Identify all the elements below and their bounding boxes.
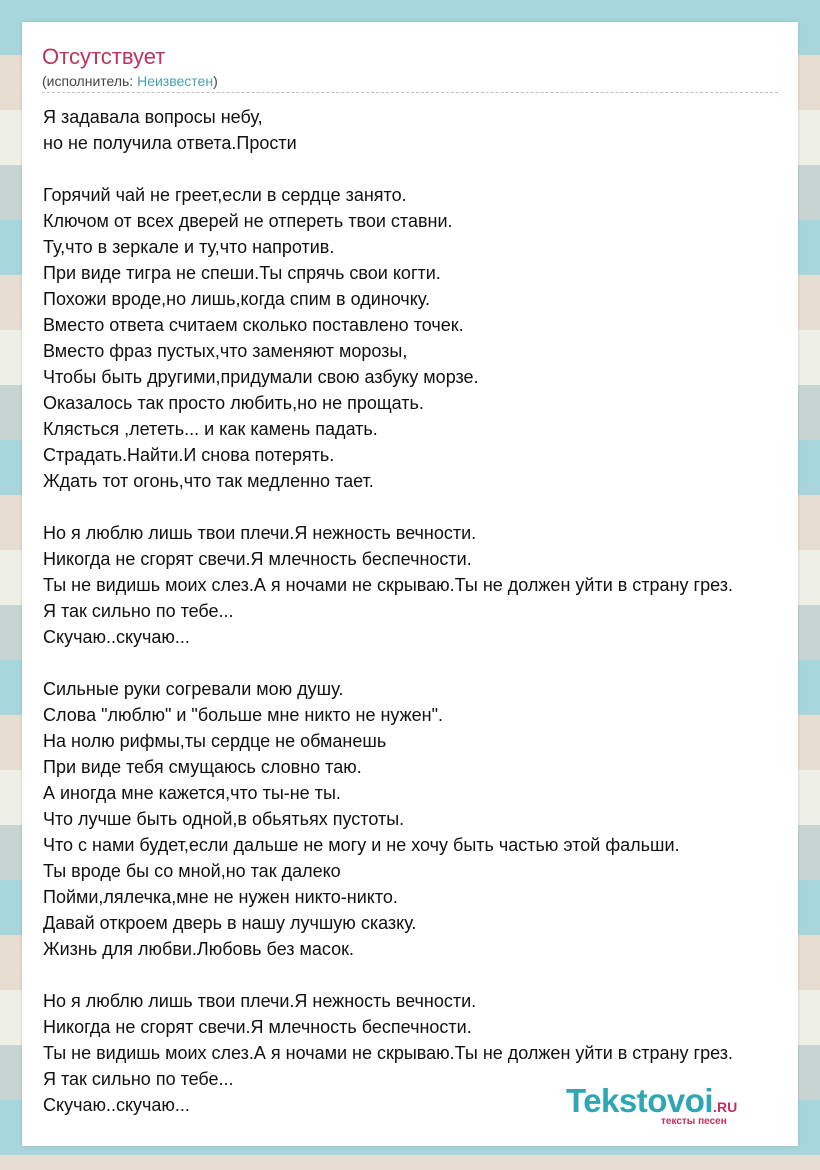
lyric-line: Сильные руки согревали мою душу. — [43, 679, 344, 699]
header-divider — [42, 92, 778, 93]
lyric-line: но не получила ответа.Прости — [43, 133, 297, 153]
lyric-line: Ту,что в зеркале и ту,что напротив. — [43, 237, 335, 257]
lyric-line: Никогда не сгорят свечи.Я млечность беспечности. — [43, 1017, 472, 1037]
lyric-line: Пойми,лялечка,мне не нужен никто-никто. — [43, 887, 398, 907]
lyric-line: Горячий чай не греет,если в сердце занято. — [43, 185, 407, 205]
logo-word: Tekstovoi — [566, 1082, 714, 1119]
artist-link[interactable]: Неизвестен — [137, 73, 214, 89]
lyric-line: Страдать.Найти.И снова потерять. — [43, 445, 335, 465]
logo-tld: .RU — [713, 1099, 738, 1115]
lyric-line: Ключом от всех дверей не отпереть твои ставни. — [43, 211, 453, 231]
lyric-line: Что лучше быть одной,в обьятьях пустоты. — [43, 809, 405, 829]
lyric-line: Ты не видишь моих слез.А я ночами не скрываю.Ты не должен уйти в страну грез. — [43, 1043, 733, 1063]
artist-prefix: (исполнитель: — [42, 73, 138, 89]
lyric-line: Что с нами будет,если дальше не могу и не хочу быть частью этой фальши. — [43, 835, 680, 855]
lyric-line: Но я люблю лишь твои плечи.Я нежность вечности. — [43, 523, 477, 543]
artist-suffix: ) — [213, 73, 218, 89]
lyric-line: Я задавала вопросы небу, — [43, 107, 263, 127]
site-logo[interactable] — [566, 1082, 738, 1127]
lyric-line: Похожи вроде,но лишь,когда спим в одиночку. — [43, 289, 430, 309]
lyric-line: На нолю рифмы,ты сердце не обманешь — [43, 731, 387, 751]
lyric-line: Чтобы быть другими,придумали свою азбуку морзе. — [43, 367, 479, 387]
lyric-line: Я так сильно по тебе... — [43, 601, 234, 621]
lyric-line: Вместо ответа считаем сколько поставлено точек. — [43, 315, 464, 335]
lyric-line: Ждать тот огонь,что так медленно тает. — [43, 471, 374, 491]
stanza-break — [43, 494, 819, 520]
lyric-line: Скучаю..скучаю... — [43, 1095, 190, 1115]
lyric-line: Ты вроде бы со мной,но так далеко — [43, 861, 341, 881]
lyric-line: Но я люблю лишь твои плечи.Я нежность вечности. — [43, 991, 477, 1011]
lyric-line: Вместо фраз пустых,что заменяют морозы, — [43, 341, 408, 361]
lyric-line: Я так сильно по тебе... — [43, 1069, 234, 1089]
lyric-line: Оказалось так просто любить,но не прощать. — [43, 393, 424, 413]
stanza-break — [43, 650, 819, 676]
lyric-line: Ты не видишь моих слез.А я ночами не скрываю.Ты не должен уйти в страну грез. — [43, 575, 733, 595]
song-title: Отсутствует — [42, 44, 166, 69]
stanza-break — [43, 962, 819, 988]
lyric-line: Слова "люблю" и "больше мне никто не нужен". — [43, 705, 444, 725]
lyrics-text — [43, 104, 819, 1118]
lyric-line: При виде тебя смущаюсь словно таю. — [43, 757, 362, 777]
lyric-line: Жизнь для любви.Любовь без масок. — [43, 939, 354, 959]
logo-tagline: тексты песен — [661, 1116, 727, 1127]
lyric-line: Давай откроем дверь в нашу лучшую сказку. — [43, 913, 417, 933]
lyric-line: Клясться ,лететь... и как камень падать. — [43, 419, 378, 439]
artist-line — [42, 73, 218, 89]
lyric-line: При виде тигра не спеши.Ты спрячь свои когти. — [43, 263, 441, 283]
lyric-line: Скучаю..скучаю... — [43, 627, 190, 647]
lyric-line: Никогда не сгорят свечи.Я млечность беспечности. — [43, 549, 472, 569]
stanza-break — [43, 156, 819, 182]
lyric-line: А иногда мне кажется,что ты-не ты. — [43, 783, 341, 803]
lyrics-card — [22, 22, 798, 1146]
